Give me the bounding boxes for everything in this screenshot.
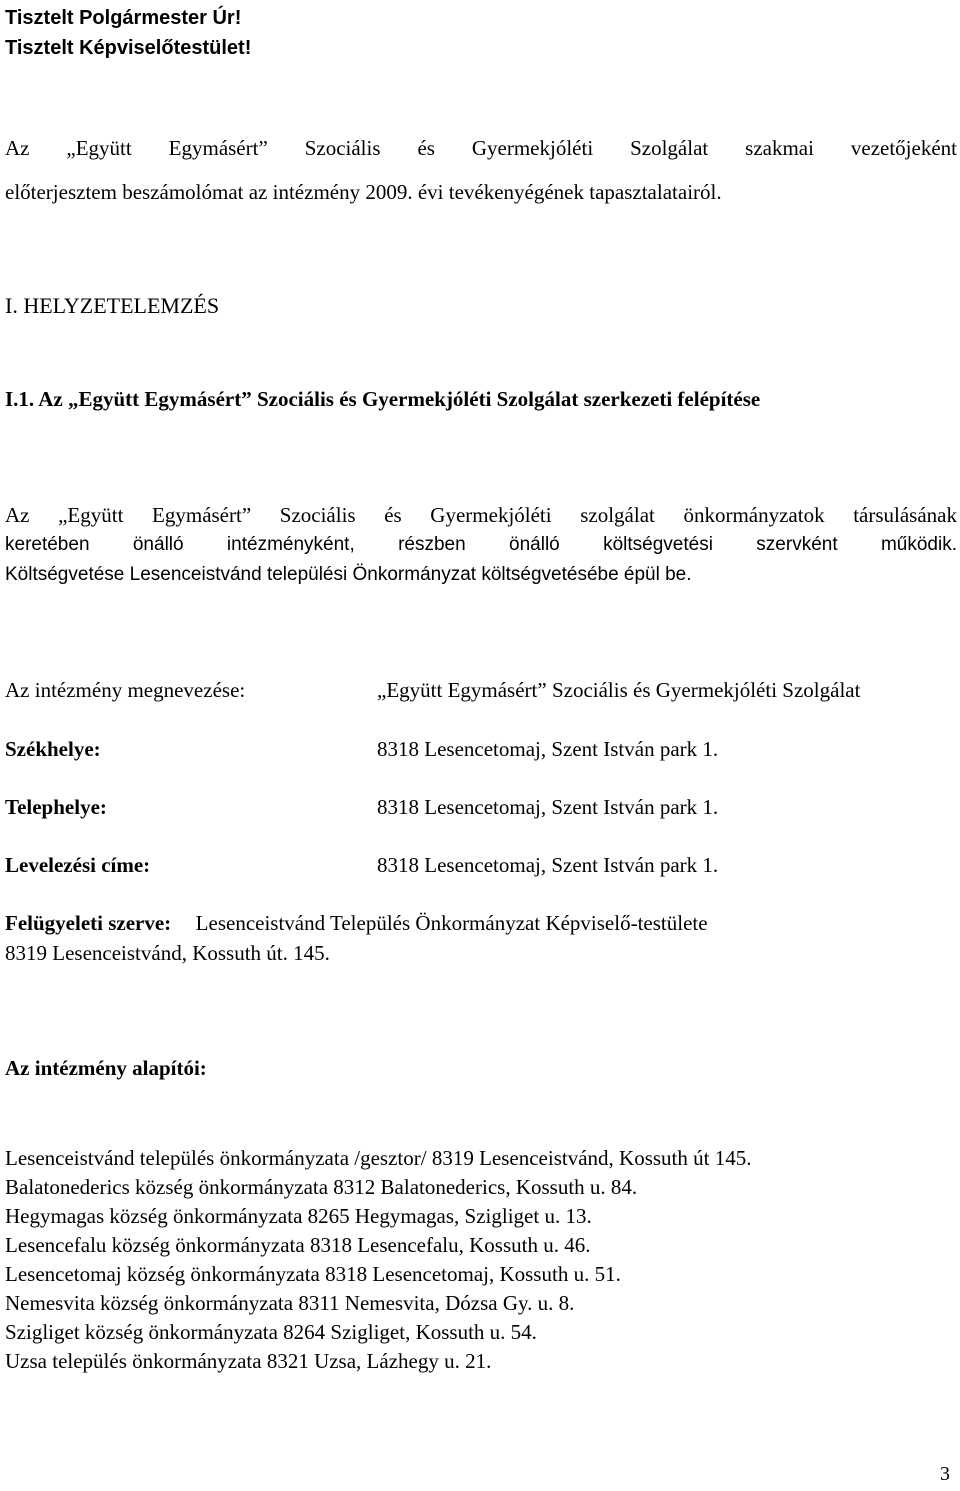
founder-item: Lesencetomaj község önkormányzata 8318 Lesencetomaj, Kossuth u. 51. (5, 1262, 621, 1286)
supervisor-label: Felügyeleti szerve: (5, 911, 172, 935)
institution-name-value: „Együtt Egymásért” Szociális és Gyermekjóléti Szolgálat (377, 678, 861, 702)
supervisor-row (5, 913, 708, 934)
structure-line-1: Az „Együtt Egymásért” Szociális és Gyermekjóléti szolgálat önkormányzatok társulásának (5, 503, 957, 527)
supervisor-address: 8319 Lesenceistvánd, Kossuth út. 145. (5, 941, 330, 965)
institution-name-label: Az intézmény megnevezése: (5, 678, 246, 702)
institution-site-value: 8318 Lesencetomaj, Szent István park 1. (377, 795, 719, 819)
founder-item: Nemesvita község önkormányzata 8311 Nemesvita, Dózsa Gy. u. 8. (5, 1291, 575, 1315)
structure-line-2: keretében önálló intézményként, részben önálló költségvetési szervként működik. (5, 534, 957, 555)
page-number: 3 (940, 1463, 950, 1485)
founders-heading: Az intézmény alapítói: (5, 1056, 207, 1080)
founder-item: Uzsa település önkormányzata 8321 Uzsa, Lázhegy u. 21. (5, 1349, 492, 1373)
founder-item: Szigliget község önkormányzata 8264 Szigliget, Kossuth u. 54. (5, 1320, 537, 1344)
founder-item: Lesencefalu község önkormányzata 8318 Lesencefalu, Kossuth u. 46. (5, 1233, 591, 1257)
structure-line-3: Költségvetése Lesenceistvánd települési Önkormányzat költségvetésébe épül be. (5, 564, 692, 585)
supervisor-value: Lesenceistvánd Település Önkormányzat Képviselő-testülete (195, 911, 708, 935)
institution-mail-value: 8318 Lesencetomaj, Szent István park 1. (377, 853, 719, 877)
salutation-line-1: Tisztelt Polgármester Úr! (5, 7, 242, 29)
institution-seat-label: Székhelye: (5, 737, 101, 761)
institution-mail-label: Levelezési címe: (5, 853, 151, 877)
intro-line-2: előterjesztem beszámolómat az intézmény 2009. évi tevékenyégének tapasztalatairól. (5, 180, 722, 204)
founder-item: Lesenceistvánd település önkormányzata /gesztor/ 8319 Lesenceistvánd, Kossuth út 145. (5, 1146, 752, 1170)
founder-item: Hegymagas község önkormányzata 8265 Hegymagas, Szigliget u. 13. (5, 1204, 592, 1228)
salutation-line-2: Tisztelt Képviselőtestület! (5, 37, 252, 59)
intro-line-1: Az „Együtt Egymásért” Szociális és Gyermekjóléti Szolgálat szakmai vezetőjeként (5, 136, 957, 160)
subsection-heading: I.1. Az „Együtt Egymásért” Szociális és Gyermekjóléti Szolgálat szerkezeti felépítése (5, 387, 761, 411)
founder-item: Balatonederics község önkormányzata 8312 Balatonederics, Kossuth u. 84. (5, 1175, 638, 1199)
institution-seat-value: 8318 Lesencetomaj, Szent István park 1. (377, 737, 719, 761)
institution-site-label: Telephelye: (5, 795, 107, 819)
section-heading: I. HELYZETELEMZÉS (5, 293, 220, 318)
